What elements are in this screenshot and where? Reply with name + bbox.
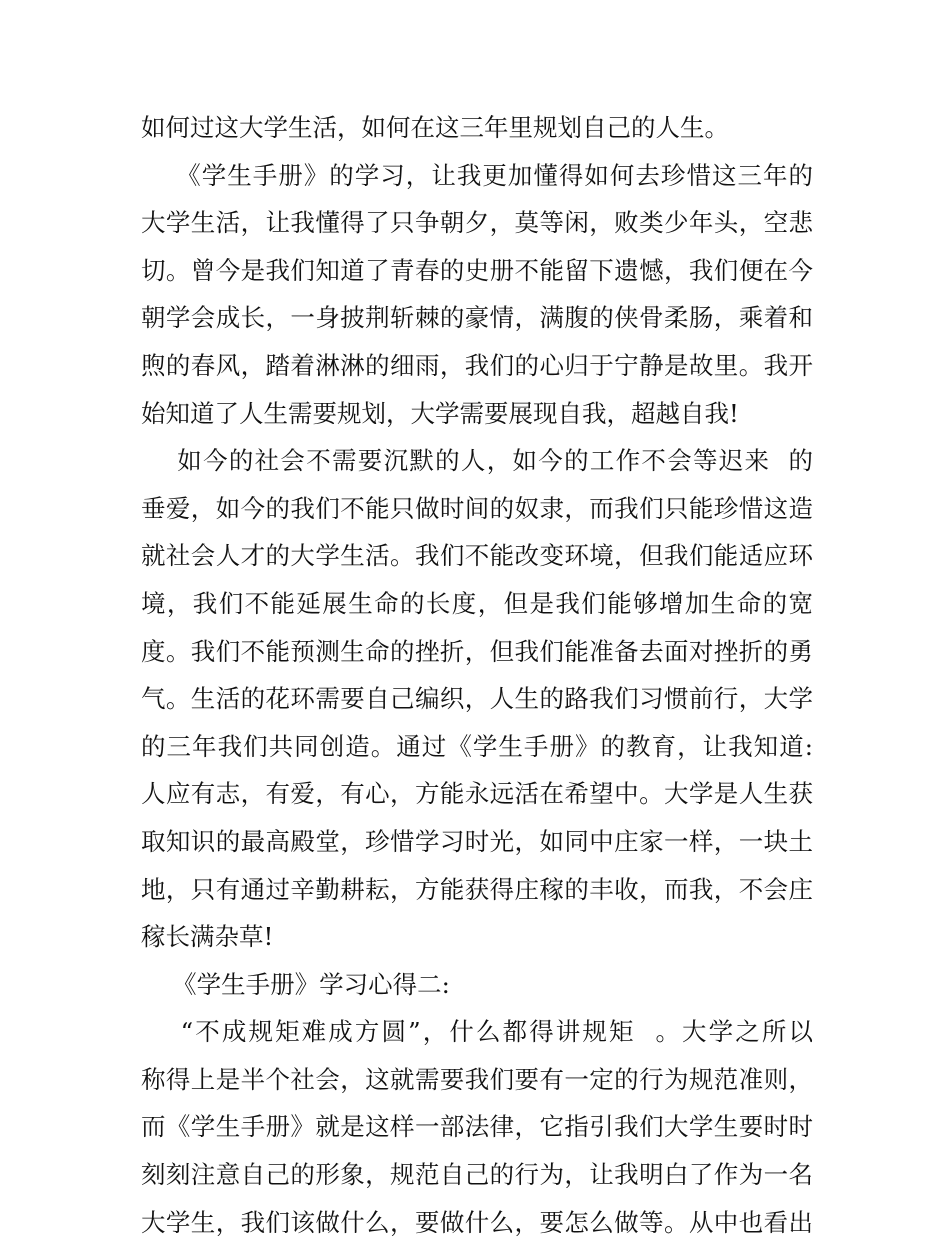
text-line: 取知识的最高殿堂，珍惜学习时光，如同中庄家一样，一块土 xyxy=(141,826,813,856)
text-line: 的三年我们共同创造。通过《学生手册》的教育，让我知道: xyxy=(141,731,813,761)
text-line: 如今的社会不需要沉默的人，如今的工作不会等迟来 的 xyxy=(141,446,813,476)
text-line: 大学生活，让我懂得了只争朝夕，莫等闲，败类少年头，空悲 xyxy=(141,208,813,238)
text-line: 朝学会成长，一身披荆斩棘的豪情，满腹的侠骨柔肠，乘着和 xyxy=(141,303,813,333)
text-line: 就社会人才的大学生活。我们不能改变环境，但我们能适应环 xyxy=(141,541,813,571)
text-line: 切。曾今是我们知道了青春的史册不能留下遗憾，我们便在今 xyxy=(141,255,813,285)
text-line: 而《学生手册》就是这样一部法律，它指引我们大学生要时时 xyxy=(141,1112,813,1142)
body-text xyxy=(141,104,813,1246)
text-line: 刻刻注意自己的形象，规范自己的行为，让我明白了作为一名 xyxy=(141,1160,813,1190)
text-line: 《学生手册》学习心得二: xyxy=(141,969,450,999)
text-line: 称得上是半个社会，这就需要我们要有一定的行为规范准则， xyxy=(141,1064,813,1094)
text-line: 《学生手册》的学习，让我更加懂得如何去珍惜这三年的 xyxy=(141,160,813,190)
text-line: “不成规矩难成方圆”，什么都得讲规矩 。大学之所以 xyxy=(141,1017,813,1047)
text-line: 如何过这大学生活，如何在这三年里规划自己的人生。 xyxy=(141,113,729,142)
text-line: 始知道了人生需要规划，大学需要展现自我，超越自我! xyxy=(141,398,739,428)
text-line: 地，只有通过辛勤耕耘，方能获得庄稼的丰收，而我，不会庄 xyxy=(141,874,813,904)
text-line: 稼长满杂草! xyxy=(141,922,274,952)
text-line: 度。我们不能预测生命的挫折，但我们能准备去面对挫折的勇 xyxy=(141,636,813,666)
text-line: 大学生，我们该做什么，要做什么，要怎么做等。从中也看出 xyxy=(141,1207,813,1237)
text-line: 煦的春风，踏着淋淋的细雨，我们的心归于宁静是故里。我开 xyxy=(141,350,813,380)
text-line: 境，我们不能延展生命的长度，但是我们能够增加生命的宽 xyxy=(141,588,813,618)
text-line: 气。生活的花环需要自己编织，人生的路我们习惯前行，大学 xyxy=(141,684,813,714)
text-line: 垂爱，如今的我们不能只做时间的奴隶，而我们只能珍惜这造 xyxy=(141,493,813,523)
text-line: 人应有志，有爱，有心，方能永远活在希望中。大学是人生获 xyxy=(141,779,813,809)
